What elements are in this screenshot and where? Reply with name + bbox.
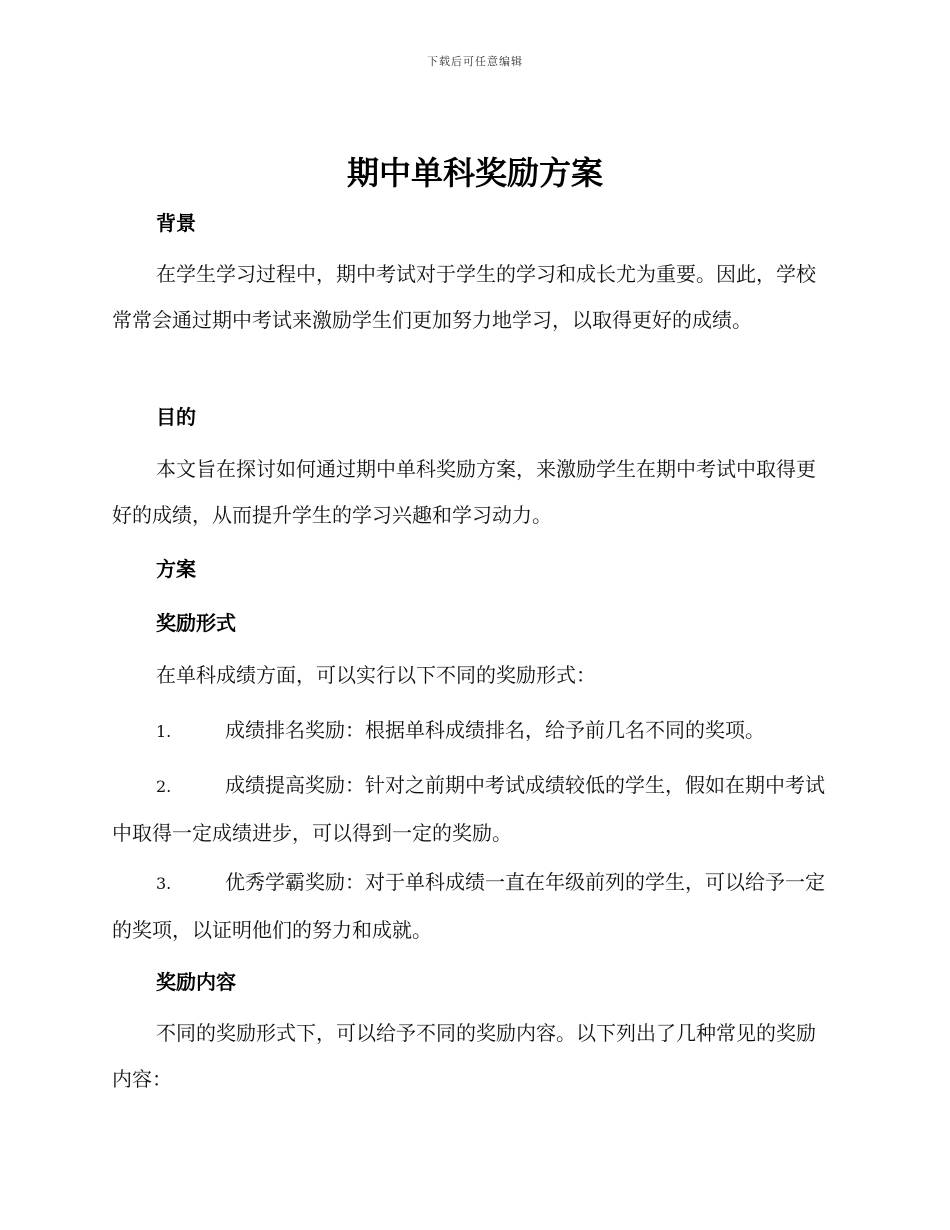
heading-background: 背景 xyxy=(156,211,196,235)
document-title: 期中单科奖励方案 xyxy=(346,154,603,192)
paragraph-reward-content: 不同的奖励形式下，可以给予不同的奖励内容。以下列出了几种常见的奖励内容： xyxy=(112,1021,816,1091)
paragraph-background: 在学生学习过程中，期中考试对于学生的学习和成长尤为重要。因此，学校常常会通过期中考试来激励学生们更加努力地学习，以取得更好的成绩。 xyxy=(112,262,816,332)
list-item xyxy=(112,859,834,953)
list-item-number: 1. xyxy=(156,722,172,741)
list-item xyxy=(112,762,834,856)
heading-reward-forms: 奖励形式 xyxy=(156,611,236,635)
list-item xyxy=(112,707,834,755)
paragraph-purpose: 本文旨在探讨如何通过期中单科奖励方案，来激励学生在期中考试中取得更好的成绩，从而提升学生的学习兴趣和学习动力。 xyxy=(112,457,816,527)
header-note: 下载后可任意编辑 xyxy=(427,55,523,68)
list-item-text: 优秀学霸奖励：对于单科成绩一直在年级前列的学生，可以给予一定的奖项，以证明他们的努力和成就。 xyxy=(112,870,825,942)
heading-plan: 方案 xyxy=(156,557,196,581)
list-item-number: 3. xyxy=(156,874,172,893)
heading-reward-content: 奖励内容 xyxy=(156,970,236,994)
paragraph-reward-forms-intro: 在单科成绩方面，可以实行以下不同的奖励形式： xyxy=(156,663,596,687)
list-item-text: 成绩提高奖励：针对之前期中考试成绩较低的学生，假如在期中考试中取得一定成绩进步，可以得到一定的奖励。 xyxy=(112,773,825,845)
heading-purpose: 目的 xyxy=(156,405,196,429)
list-item-text: 成绩排名奖励：根据单科成绩排名，给予前几名不同的奖项。 xyxy=(225,718,765,742)
list-item-number: 2. xyxy=(156,777,172,796)
